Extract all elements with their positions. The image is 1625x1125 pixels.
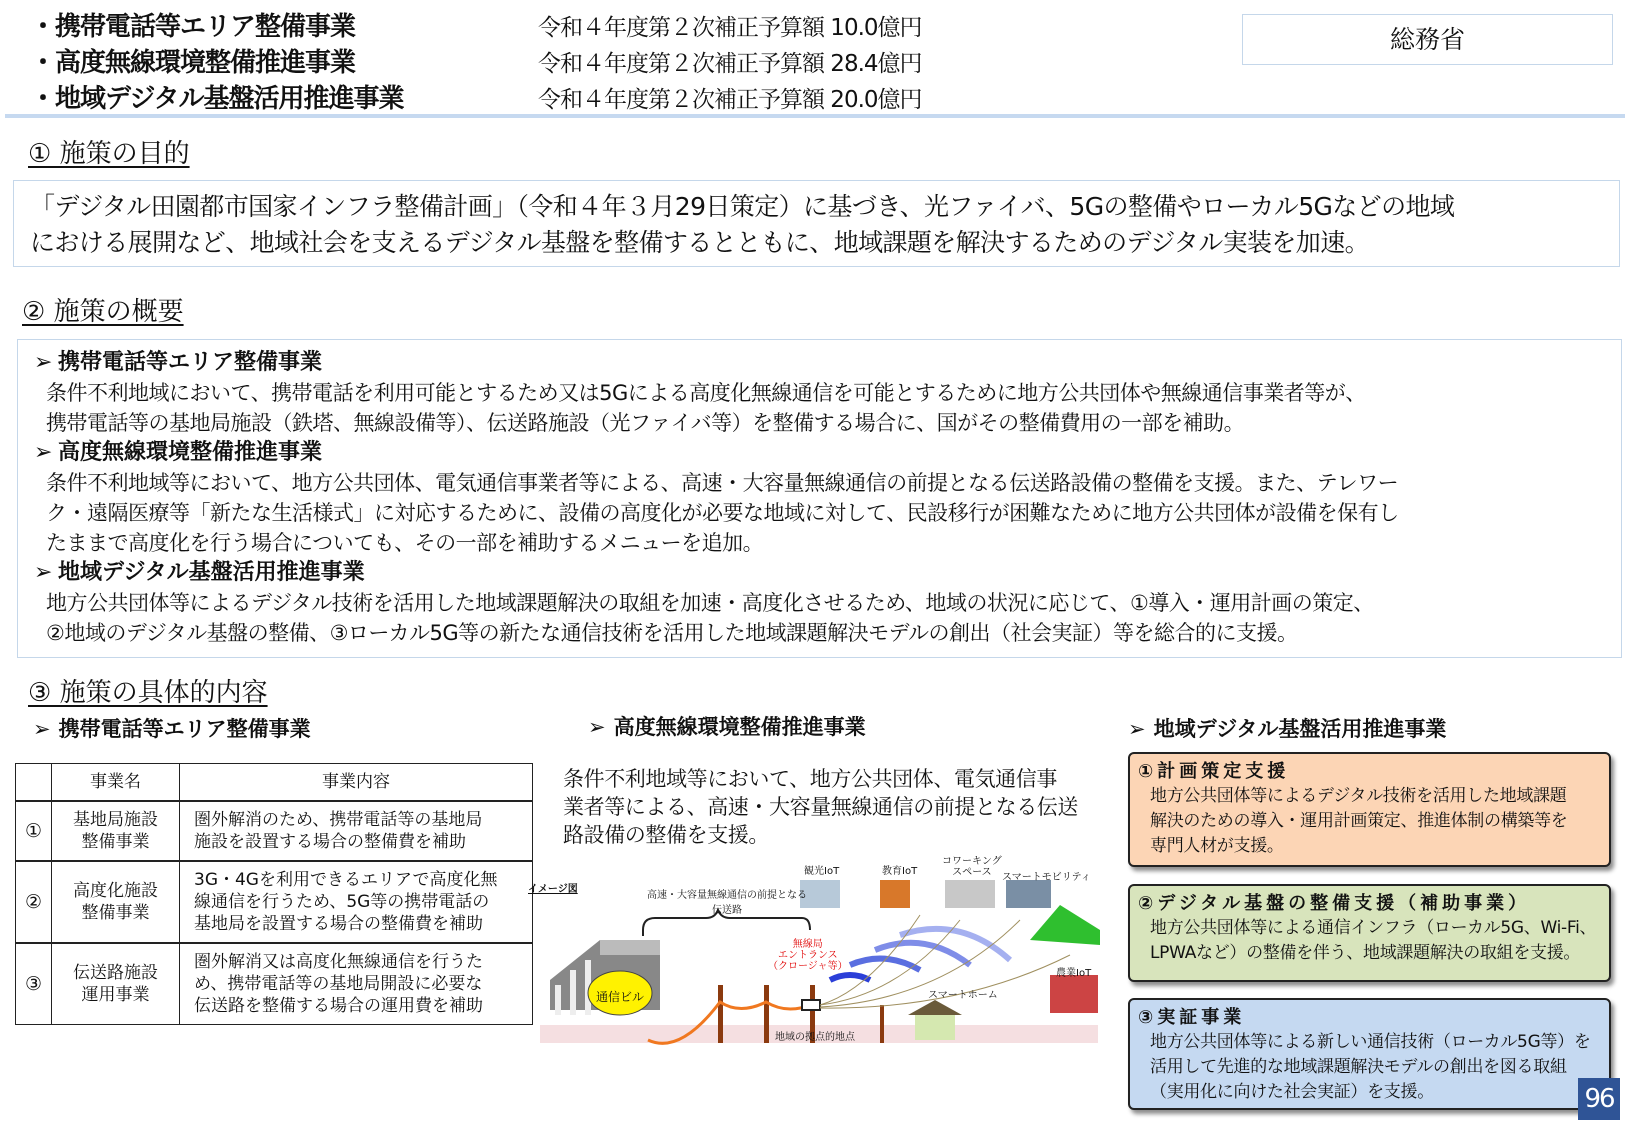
table-row: ③ 伝送路施設 運用事業 圏外解消又は高度化無線通信を行うた め、携帯電話等の基地局開設に必要な 伝送路を整備する場合の運用費を補助 (16, 943, 533, 1025)
building-label: 通信ビル (596, 990, 645, 1004)
demonstration-card (1128, 998, 1611, 1110)
bullet-arrow-icon: ➢ (34, 350, 53, 375)
use-label: スマートホーム (928, 990, 998, 1001)
use-label: スマートモビリティ (1002, 872, 1091, 883)
overview-text: ク・遠隔医療等「新たな生活様式」に対応するために、設備の高度化が必要な地域に対して、民設移行が困難なために地方公共団体が設備を保有し (46, 501, 1399, 525)
card-title: ②デジタル基盤の整備支援（補助事業） (1138, 893, 1531, 914)
section-overview-title: ② 施策の概要 (22, 297, 184, 327)
use-label: 農業IoT (1056, 968, 1092, 979)
overview-heading-3: ➢ 地域デジタル基盤活用推進事業 (34, 558, 1605, 588)
project-title-1: ・携帯電話等エリア整備事業 (30, 12, 356, 42)
project-title-2: ・高度無線環境整備推進事業 (30, 48, 356, 78)
ministry-label: 総務省 (1242, 14, 1613, 65)
overview-heading-2: ➢ 高度無線環境整備推進事業 (34, 438, 1605, 468)
use-label: 観光IoT (804, 866, 840, 877)
infrastructure-illustration (528, 856, 1100, 1043)
table-row: ② 高度化施設 整備事業 3G・4Gを利用できるエリアで高度化無 線通信を行うため、5G等の携帯電話の 基地局を設置する場合の整備費を補助 (16, 861, 533, 943)
card-text: 地方公共団体等による新しい通信技術（ローカル5G等）を 活用して先進的な地域課題解決モデルの創出を図る取組 （実用化に向けた社会実証）を支援。 (1150, 1032, 1591, 1102)
project-title-3: ・地域デジタル基盤活用推進事業 (30, 84, 404, 114)
ground-label: 地域の拠点的地点 (775, 1032, 855, 1043)
table-header: 事業内容 (180, 764, 533, 801)
overview-text: 地方公共団体等によるデジタル技術を活用した地域課題解決の取組を加速・高度化させるため、地域の状況に応じて、①導入・運用計画の策定、 (46, 591, 1374, 615)
use-label: コワーキング スペース (942, 856, 1002, 878)
section-purpose-title: ① 施策の目的 (28, 139, 190, 169)
overview-heading-1: ➢ 携帯電話等エリア整備事業 (34, 348, 1605, 378)
entrance-label: 無線局 エントランス （クロージャ等） (768, 939, 848, 972)
middle-subheading: ➢ 高度無線環境整備推進事業 (588, 715, 866, 739)
table-header (16, 764, 52, 801)
bracket-label: 高速・大容量無線通信の前提となる 伝送路 (647, 890, 807, 916)
card-text: 地方公共団体等によるデジタル技術を活用した地域課題 解決のための導入・運用計画策定、推進体制の構築等を 専門人材が支援。 (1150, 786, 1568, 856)
page-number: 96 (1578, 1078, 1620, 1120)
table-header: 事業名 (52, 764, 180, 801)
overview-text: たままで高度化を行う場合についても、その一部を補助するメニューを追加。 (46, 531, 764, 555)
bullet-arrow-icon: ➢ (588, 715, 606, 739)
overview-text: ②地域のデジタル基盤の整備、③ローカル5G等の新たな通信技術を活用した地域課題解決モデルの創出（社会実証）等を総合的に支援。 (46, 621, 1298, 645)
overview-text: 条件不利地域等において、地方公共団体、電気通信事業者等による、高速・大容量無線通信の前提となる伝送路設備の整備を支援。また、テレワー (46, 471, 1399, 495)
project-budget-3: 令和４年度第２次補正予算額 20.0億円 (538, 87, 922, 113)
bullet-arrow-icon: ➢ (33, 717, 51, 741)
use-label: 教育IoT (882, 866, 918, 877)
card-title: ①計画策定支援 (1138, 761, 1290, 782)
left-subheading: ➢ 携帯電話等エリア整備事業 (33, 717, 311, 741)
project-table (15, 763, 533, 1025)
bullet-arrow-icon: ➢ (34, 560, 53, 585)
overview-text: 携帯電話等の基地局施設（鉄塔、無線設備等）、伝送路施設（光ファイバ等）を整備する場合に、国がその整備費用の一部を補助。 (46, 411, 1245, 435)
card-title: ③実証事業 (1138, 1007, 1246, 1028)
project-budget-1: 令和４年度第２次補正予算額 10.0億円 (538, 15, 922, 41)
section-details-title: ③ 施策の具体的内容 (28, 678, 268, 708)
overview-box (17, 339, 1622, 658)
middle-description: 条件不利地域等において、地方公共団体、電気通信事 業者等による、高速・大容量無線通信の前提となる伝送 路設備の整備を支援。 (563, 767, 1078, 847)
project-budget-2: 令和４年度第２次補正予算額 28.4億円 (538, 51, 922, 77)
bullet-arrow-icon: ➢ (1128, 717, 1146, 741)
card-text: 地方公共団体等による通信インフラ（ローカル5G、Wi-Fi、 LPWAなど）の整備を伴う、地域課題解決の取組を支援。 (1150, 918, 1597, 963)
overview-text: 条件不利地域において、携帯電話を利用可能とするため又は5Gによる高度化無線通信を可能とするために地方公共団体や無線通信事業者等が、 (46, 381, 1366, 405)
bullet-arrow-icon: ➢ (34, 440, 53, 465)
purpose-box (13, 180, 1620, 267)
plan-support-card (1128, 752, 1611, 867)
infrastructure-support-card (1128, 884, 1611, 982)
header-divider (5, 114, 1625, 118)
purpose-line: 「デジタル田園都市国家インフラ整備計画」（令和４年３月29日策定）に基づき、光ファイバ、5Gの整備やローカル5Gなどの地域 (30, 192, 1455, 221)
image-caption: イメージ図 (528, 884, 578, 895)
table-row: ① 基地局施設 整備事業 圏外解消のため、携帯電話等の基地局 施設を設置する場合の整備費を補助 (16, 801, 533, 861)
purpose-line: における展開など、地域社会を支えるデジタル基盤を整備するとともに、地域課題を解決するためのデジタル実装を加速。 (30, 228, 1370, 257)
right-subheading: ➢ 地域デジタル基盤活用推進事業 (1128, 717, 1447, 741)
